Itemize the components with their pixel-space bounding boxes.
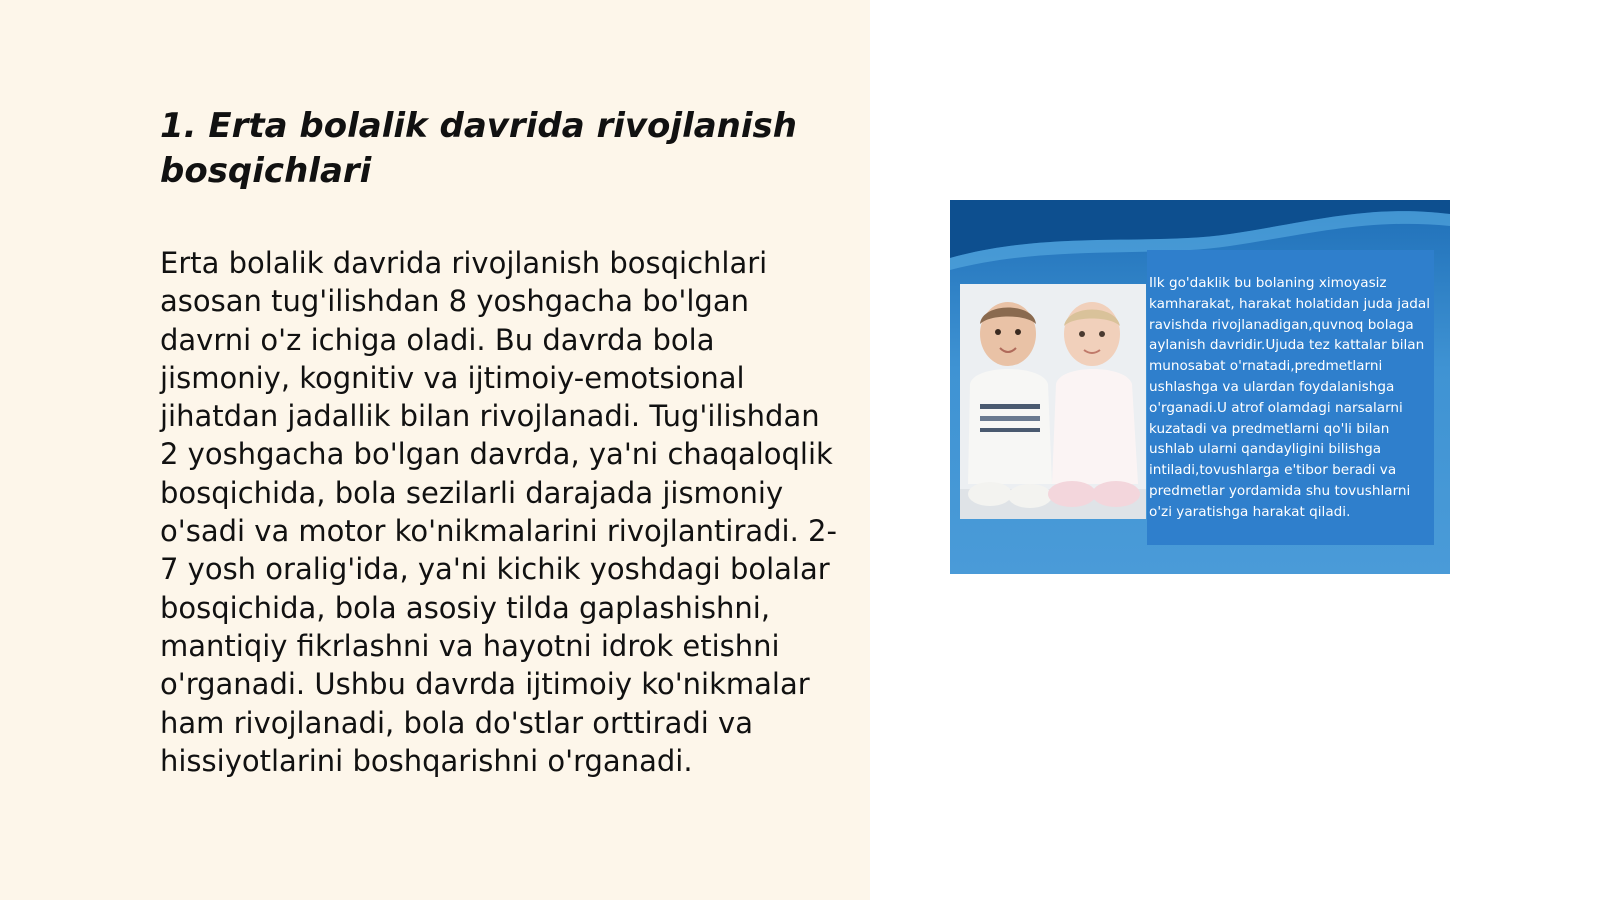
slide-heading: 1. Erta bolalik davrida rivojlanish bosqichlari — [160, 106, 797, 191]
card-caption-text: Ilk go'daklik bu bolaning ximoyasiz kamharakat, harakat holatidan juda jadal ravishda rivojlanadigan,quvnoq bolaga aylanish davridir.Ujuda tez kattalar bilan munosabat o'rnatadi,predmetlarni ushlashga va ulardan foydalanishga o'rganadi.U atrof olamdagi narsalarni kuzatadi va predmetlarni qo'li bilan ushlab ularni qandayligini bilishga intiladi,tovushlarga e'tibor beradi va predmetlar yordamida shu tovushlarni o'zi yaratishga harakat qiladi. — [1149, 275, 1431, 520]
slide-body-paragraph: Erta bolalik davrida rivojlanish bosqichlari asosan tug'ilishdan 8 yoshgacha bo'lgan davrni o'z ichiga oladi. Bu davrda bola jismoniy, kognitiv va ijtimoiy-emotsional jihatdan jadallik bilan rivojlanadi. Tug'ilishdan 2 yoshgacha bo'lgan davrda, ya'ni chaqaloqlik bosqichida, bola sezilarli darajada jismoniy o'sadi va motor ko'nikmalarini rivojlantiradi. 2-7 yosh oralig'ida, ya'ni kichik yoshdagi bolalar bosqichida, bola asosiy tilda gaplashishni, mantiqiy fikrlashni va hayotni idrok etishni o'rganadi. Ushbu davrda ijtimoiy ko'nikmalar ham rivojlanadi, bola do'stlar orttiradi va hissiyotlarini boshqarishni o'rganadi. — [160, 246, 837, 778]
babies-photo — [960, 284, 1146, 519]
infant-development-image — [950, 200, 1450, 574]
